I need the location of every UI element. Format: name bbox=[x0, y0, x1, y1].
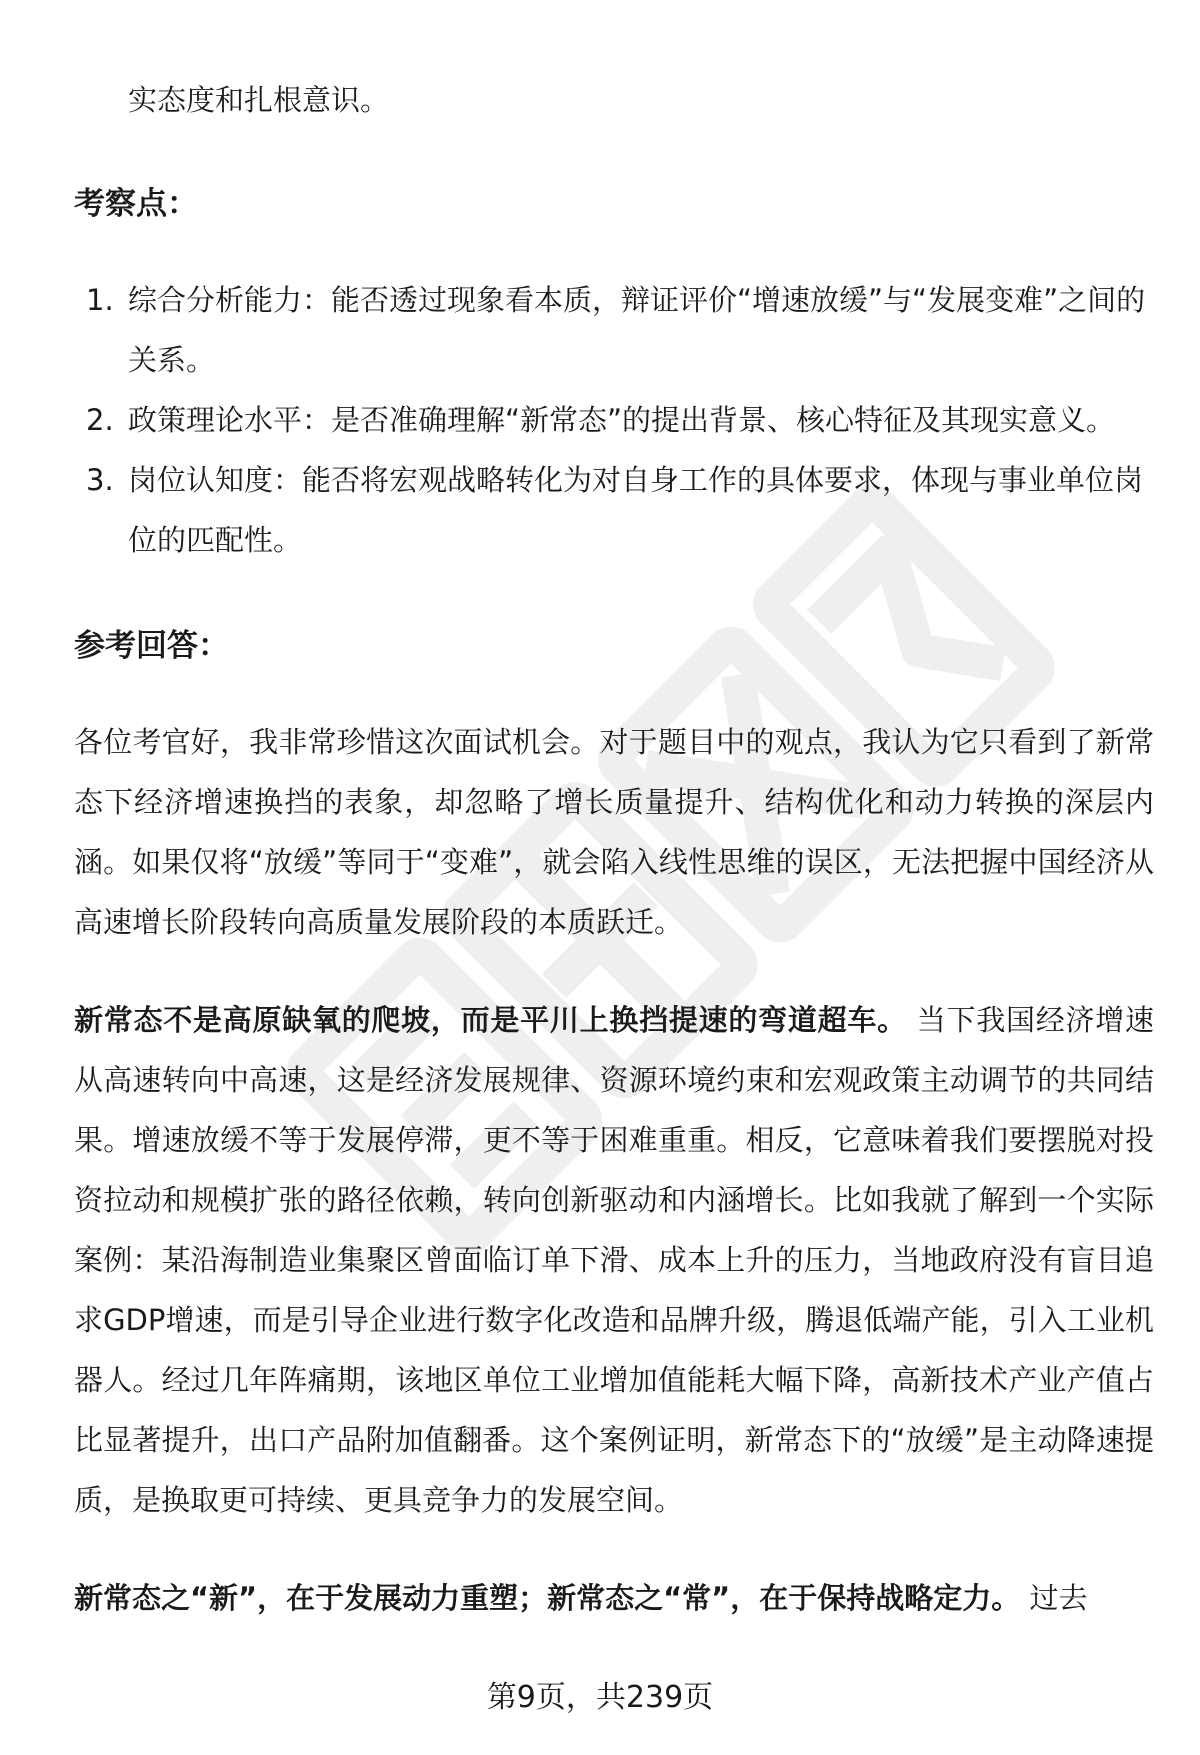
exam-points-heading: 考察点： bbox=[74, 186, 198, 222]
answer-paragraph-3 bbox=[74, 1568, 1154, 1628]
page-number-footer: 第9页，共239页 bbox=[486, 1680, 714, 1715]
list-item bbox=[74, 270, 1154, 390]
answer-paragraph-2 bbox=[74, 990, 1154, 1530]
continued-text: 实态度和扎根意识。 bbox=[128, 83, 390, 117]
paragraph-lead-sentence: 新常态之“新”，在于发展动力重塑；新常态之“常”，在于保持战略定力。 bbox=[74, 1581, 1021, 1615]
list-item-number: 2. bbox=[86, 403, 114, 437]
answer-paragraph-1: 各位考官好，我非常珍惜这次面试机会。对于题目中的观点，我认为它只看到了新常态下经济增速换挡的表象，却忽略了增长质量提升、结构优化和动力转换的深层内涵。如果仅将“放缓”等同于“变难”，就会陷入线性思维的误区，无法把握中国经济从高速增长阶段转向高质量发展阶段的本质跃迁。 bbox=[74, 725, 1154, 939]
document-content bbox=[74, 70, 1154, 1666]
paragraph-lead-sentence: 新常态不是高原缺氧的爬坡，而是平川上换挡提速的弯道超车。 bbox=[74, 1003, 907, 1037]
list-item bbox=[74, 450, 1154, 570]
list-item-number: 3. bbox=[86, 463, 114, 497]
list-item-text: 岗位认知度：能否将宏观战略转化为对自身工作的具体要求，体现与事业单位岗位的匹配性。 bbox=[128, 463, 1144, 557]
paragraph-body: 当下我国经济增速从高速转向中高速，这是经济发展规律、资源环境约束和宏观政策主动调节的共同结果。增速放缓不等于发展停滞，更不等于困难重重。相反，它意味着我们要摆脱对投资拉动和规模扩张的路径依赖，转向创新驱动和内涵增长。比如我就了解到一个实际案例：某沿海制造业集聚区曾面临订单下滑、成本上升的压力，当地政府没有盲目追求GDP增速，而是引导企业进行数字化改造和品牌升级，腾退低端产能，引入工业机器人。经过几年阵痛期，该地区单位工业增加值能耗大幅下降，高新技术产业产值占比显著提升，出口产品附加值翻番。这个案例证明，新常态下的“放缓”是主动降速提质，是换取更可持续、更具竞争力的发展空间。 bbox=[74, 1003, 1154, 1517]
exam-points-list bbox=[74, 270, 1154, 570]
paragraph-body: 过去 bbox=[1020, 1581, 1088, 1615]
list-item-text: 政策理论水平：是否准确理解“新常态”的提出背景、核心特征及其现实意义。 bbox=[128, 403, 1116, 437]
reference-answer-heading: 参考回答： bbox=[74, 628, 229, 664]
list-item-number: 1. bbox=[86, 283, 114, 317]
list-item bbox=[74, 390, 1154, 450]
list-item-text: 综合分析能力：能否透过现象看本质，辩证评价“增速放缓”与“发展变难”之间的关系。 bbox=[128, 283, 1146, 377]
